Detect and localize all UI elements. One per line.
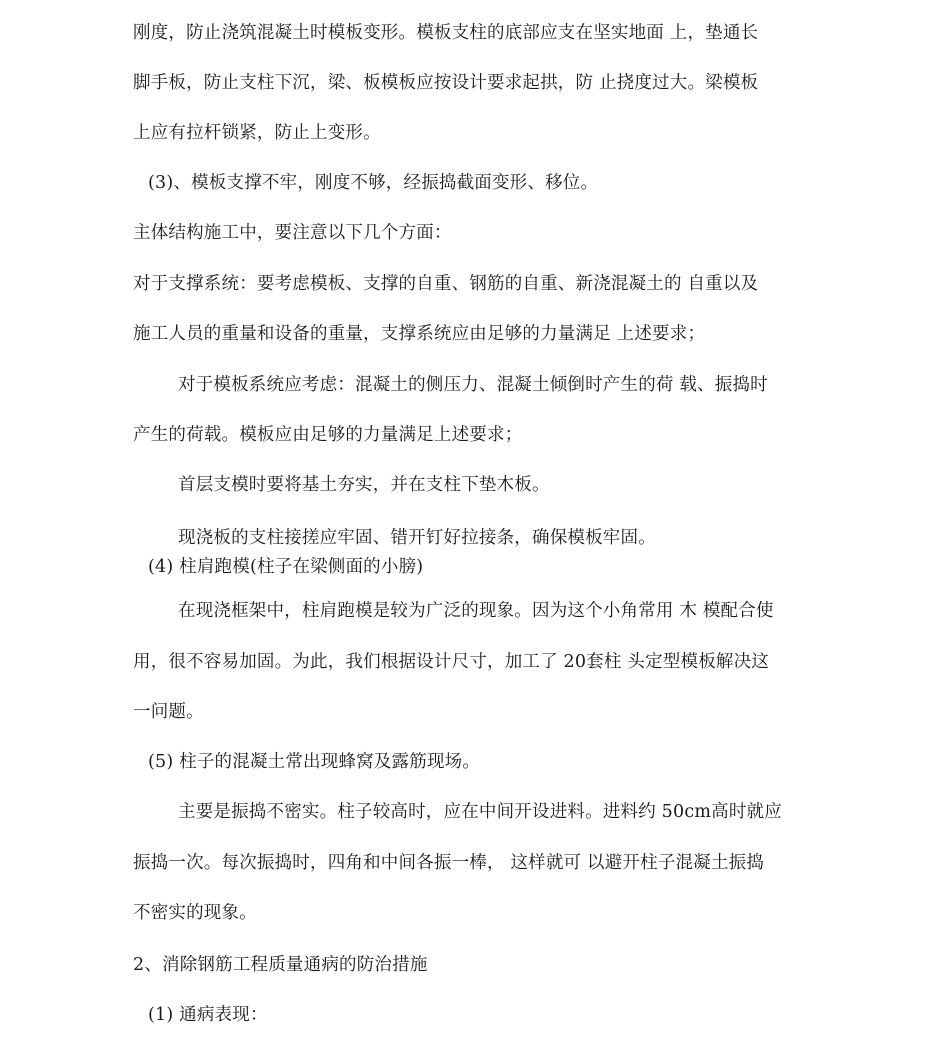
section-heading: (3)、模板支撑不牢，刚度不够，经振捣截面变形、移位。 [148, 173, 599, 193]
section-heading: 2、消除钢筋工程质量通病的防治措施 [133, 955, 428, 975]
text-line: 刚度，防止浇筑混凝土时模板变形。模板支柱的底部应支在坚实地面 上，垫通长 [133, 23, 759, 43]
text-line: 对于模板系统应考虑：混凝土的侧压力、混凝土倾倒时产生的荷 载、振捣时 [178, 375, 768, 395]
text-line: 产生的荷载。模板应由足够的力量满足上述要求； [133, 425, 523, 445]
section-heading: (5) 柱子的混凝土常出现蜂窝及露筋现场。 [148, 752, 481, 772]
text-line: 上应有拉杆锁紧，防止上变形。 [133, 123, 381, 143]
text-line: 主体结构施工中，要注意以下几个方面： [133, 223, 452, 243]
text-line: 在现浇框架中，柱肩跑模是较为广泛的现象。因为这个小角常用 木 模配合使 [178, 601, 774, 621]
section-heading: (4) 柱肩跑模(柱子在梁侧面的小膀) [148, 557, 424, 577]
text-line: 主要是振捣不密实。柱子较高时，应在中间开设进料。进料约 50cm高时就应 [178, 802, 782, 822]
text-line: 对于支撑系统：要考虑模板、支撑的自重、钢筋的自重、新浇混凝土的 自重以及 [133, 274, 759, 294]
text-line: 用，很不容易加固。为此，我们根据设计尺寸，加工了 20套柱 头定型模板解决这 [133, 652, 769, 672]
text-line: 振捣一次。每次振捣时，四角和中间各振一棒， 这样就可 以避开柱子混凝土振捣 [133, 853, 765, 873]
text-line: 不密实的现象。 [133, 903, 257, 923]
text-line: 首层支模时要将基土夯实，并在支柱下垫木板。 [178, 475, 550, 495]
text-line: 现浇板的支柱接搓应牢固、错开钉好拉接条，确保模板牢固。 [178, 528, 656, 548]
text-line: 脚手板，防止支柱下沉，梁、板模板应按设计要求起拱，防 止挠度过大。梁模板 [133, 73, 759, 93]
text-line: 一问题。 [133, 702, 204, 722]
text-line: 施工人员的重量和设备的重量，支撑系统应由足够的力量满足 上述要求； [133, 324, 706, 344]
section-heading: (1) 通病表现： [148, 1005, 268, 1025]
